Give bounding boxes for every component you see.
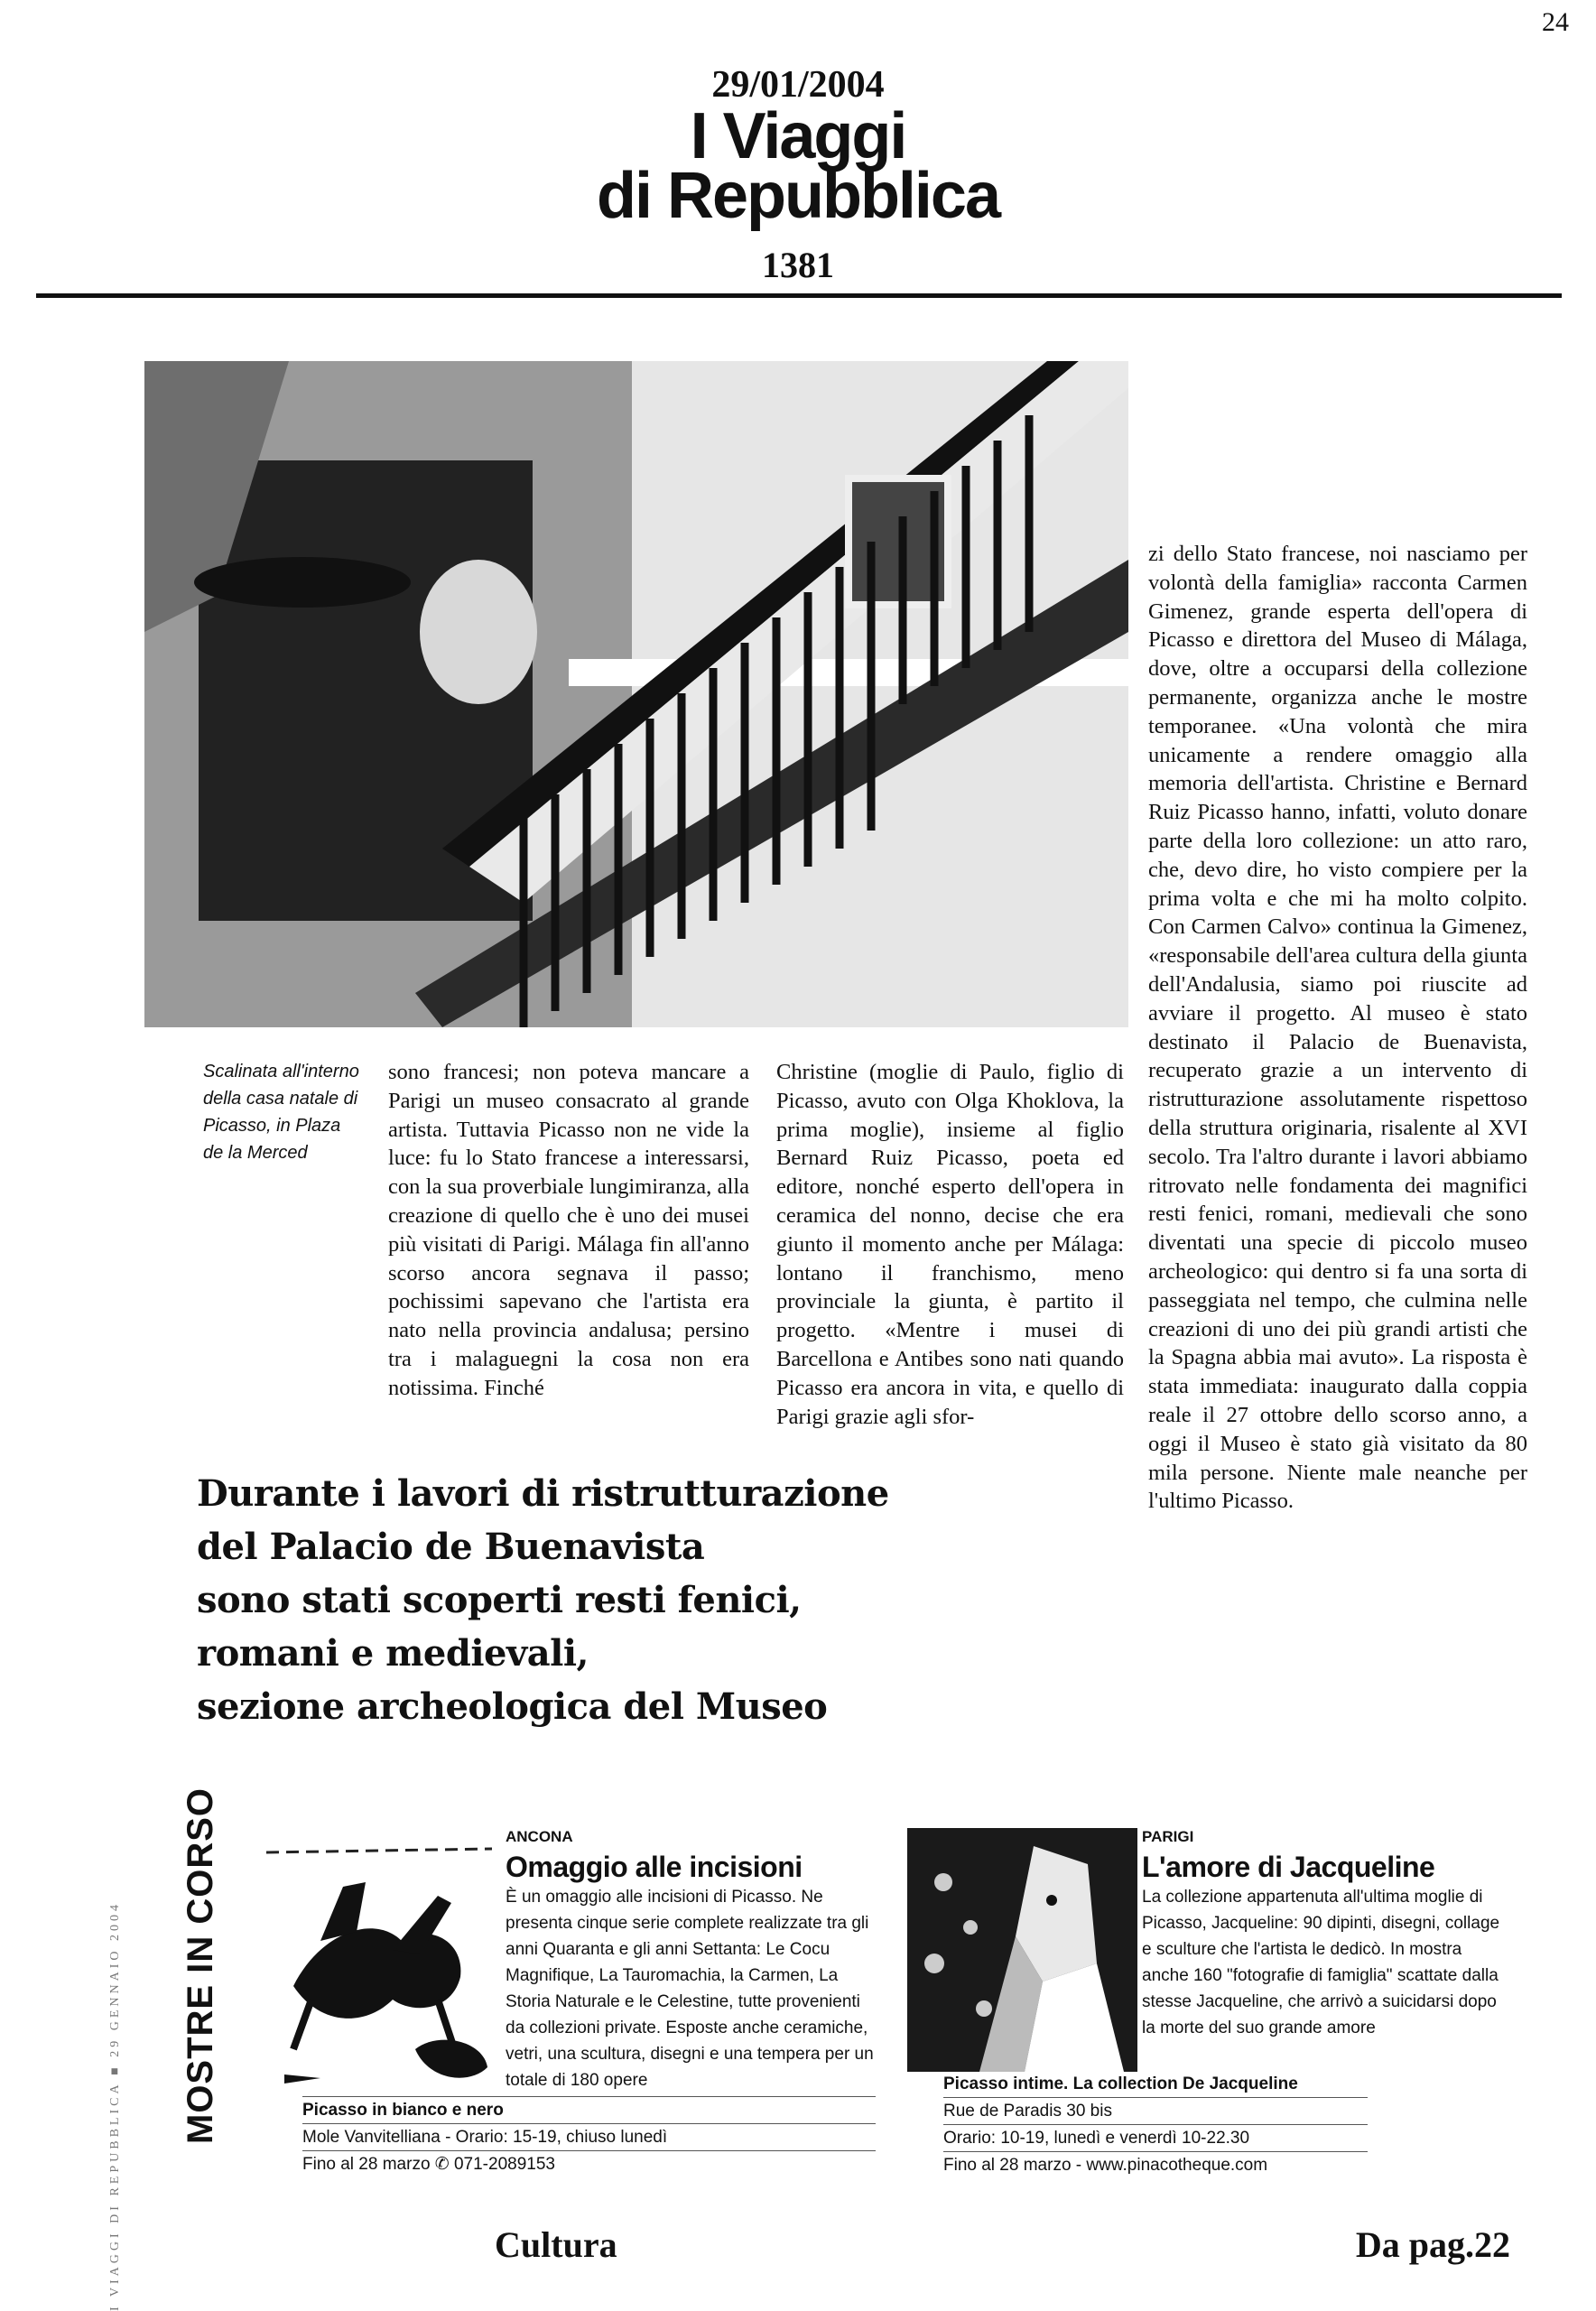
exhibition-hours: Orario: 10-19, lunedì e venerdì 10-22.30 bbox=[943, 2124, 1368, 2151]
masthead-title-line2: di Repubblica bbox=[596, 160, 1000, 232]
bull-engraving-image bbox=[257, 1833, 501, 2103]
page-number: 24 bbox=[1542, 7, 1569, 37]
issue-number: 1381 bbox=[762, 245, 834, 285]
box-body: La collezione appartenuta all'ultima moglie di Picasso, Jacqueline: 90 dipinti, disegni, collage e sculture che l'artista le dedicò. In mostra anche 160 "fotografie di famiglia" scattate dalla stesse Jacqueline, che arrivò a suicidarsi dopo la morte del suo grande amore bbox=[1142, 1888, 1500, 2037]
pull-quote-line: sezione archeologica del Museo bbox=[197, 1685, 828, 1728]
box-city: ANCONA bbox=[506, 1828, 573, 1845]
masthead-date: 29/01/2004 bbox=[711, 64, 885, 106]
box-headline: L'amore di Jacqueline bbox=[1142, 1851, 1435, 1883]
continued-from: Da pag.22 bbox=[1355, 2224, 1510, 2265]
exhibition-venue: Mole Vanvitelliana - Orario: 15-19, chiuso lunedì bbox=[302, 2123, 876, 2150]
photo-caption: Scalinata all'interno della casa natale di Picasso, in Plaza de la Merced bbox=[203, 1062, 359, 1163]
exhibition-box-parigi bbox=[1142, 1824, 1512, 2041]
article-column-3: zi dello Stato francese, noi nasciamo per volontà della famiglia» racconta Carmen Gimenez, grande esperta dell'opera di Picasso e direttora del Museo di Málaga, dove, oltre a occuparsi della collezione permanente, organizza anche le mostre temporanee. «Una volontà che mira unicamente a rendere omaggio alla memoria dell'artista. Christine e Bernard Ruiz Picasso hanno, infatti, voluto donare parte della loro collezione: un atto raro, che, devo dire, ho visto compiere per la prima volta e che mi ha molto colpito. Con Carmen Calvo» continua la Gimenez, «responsabile dell'area cultura della giunta dell'Andalusia, siamo poi riuscite ad avviare il progetto. Al museo è stato destinato il Palacio de Buenavista, recuperato grazie a un intervento di ristrutturazione assolutamente rispettoso della struttura originaria, risalente al XVI secolo. Tra l'altro durante i lavori abbiamo ritrovato nelle fondamenta dei magnifici resti fenici, romani, medievali che sono diventati una specie di piccolo museo archeologico: qui dentro si fa una sorta di passeggiata nel tempo, che culmina nelle creazioni di uno dei più grandi artisti che la Spagna abbia mai avuto». La risposta è stata immediata: inaugurato dalla coppia reale il 27 ottobre dello scorso anno, a oggi il Museo è stato già visitato da 80 mila persone. Niente male neanche per l'ultimo Picasso. bbox=[1148, 542, 1527, 1514]
exhibition-info-ancona bbox=[302, 2096, 876, 2177]
pull-quote-line: romani e medievali, bbox=[197, 1632, 589, 1675]
pull-quote-line: Durante i lavori di ristrutturazione bbox=[197, 1472, 889, 1515]
masthead-title-line1: I Viaggi bbox=[690, 100, 906, 172]
pull-quote bbox=[197, 1467, 1009, 1733]
box-body: È un omaggio alle incisioni di Picasso. Ne presenta cinque serie complete realizzate tra gli anni Quaranta e gli anni Settanta: Le Cocu Magnifique, La Tauromachia, la Carmen, La Storia Naturale e le Celestine, tutte provenienti da collezioni private. Esposte anche ceramiche, vetri, una scultura, disegni e una tempera per un totale di 180 opere bbox=[506, 1888, 874, 2090]
exhibition-dates: Fino al 28 marzo ✆ 071-2089153 bbox=[302, 2150, 876, 2177]
section-label: Cultura bbox=[495, 2224, 617, 2265]
jacqueline-portrait-image bbox=[907, 1828, 1137, 2072]
exhibition-name: Picasso in bianco e nero bbox=[302, 2096, 876, 2123]
exhibition-info-parigi bbox=[943, 2071, 1368, 2178]
header-rule bbox=[36, 293, 1562, 298]
exhibition-name: Picasso intime. La collection De Jacqueline bbox=[943, 2074, 1298, 2093]
article-column-1: sono francesi; non poteva mancare a Parigi un museo consacrato al grande artista. Tuttavia Picasso non ne vide la luce: fu lo Stato francese a interessarsi, con la sua proverbiale lungimiranza, alla creazione di quello che è uno dei musei più visitati di Parigi. Málaga fin all'anno scorso ancora segnava il passo; pochissimi sapevano che l'artista era nato nella provincia andalusa; persino tra i malaguegni la cosa non era notissima. Finché bbox=[388, 1060, 749, 1400]
article-column-2: Christine (moglie di Paulo, figlio di Picasso, avuto con Olga Khoklova, la prima moglie), insieme al figlio Bernard Ruiz Picasso, poeta ed editore, nonché esperto dell'opera in ceramica del nonno, decise che era giunto il momento anche per Málaga: lontano il franchismo, meno provinciale la giunta, è partito il progetto. «Mentre i musei di Barcellona e Antibes sono nati quando Picasso era ancora in vita, e quello di Parigi grazie agli sfor- bbox=[776, 1060, 1124, 1429]
exhibition-venue: Rue de Paradis 30 bis bbox=[943, 2097, 1368, 2124]
staircase-photo bbox=[144, 361, 1128, 1027]
masthead bbox=[0, 63, 1596, 286]
pull-quote-line: sono stati scoperti resti fenici, bbox=[197, 1579, 802, 1621]
exhibition-dates: Fino al 28 marzo - www.pinacotheque.com bbox=[943, 2151, 1368, 2178]
vertical-running-head: I VIAGGI DI REPUBBLICA ■ 29 GENNAIO 2004 bbox=[108, 1900, 122, 2311]
box-headline: Omaggio alle incisioni bbox=[506, 1851, 803, 1883]
exhibition-box-ancona bbox=[506, 1824, 876, 2093]
box-city: PARIGI bbox=[1142, 1828, 1194, 1845]
sidebar-title: MOSTRE IN CORSO bbox=[181, 1787, 220, 2144]
pull-quote-line: del Palacio de Buenavista bbox=[197, 1526, 705, 1568]
